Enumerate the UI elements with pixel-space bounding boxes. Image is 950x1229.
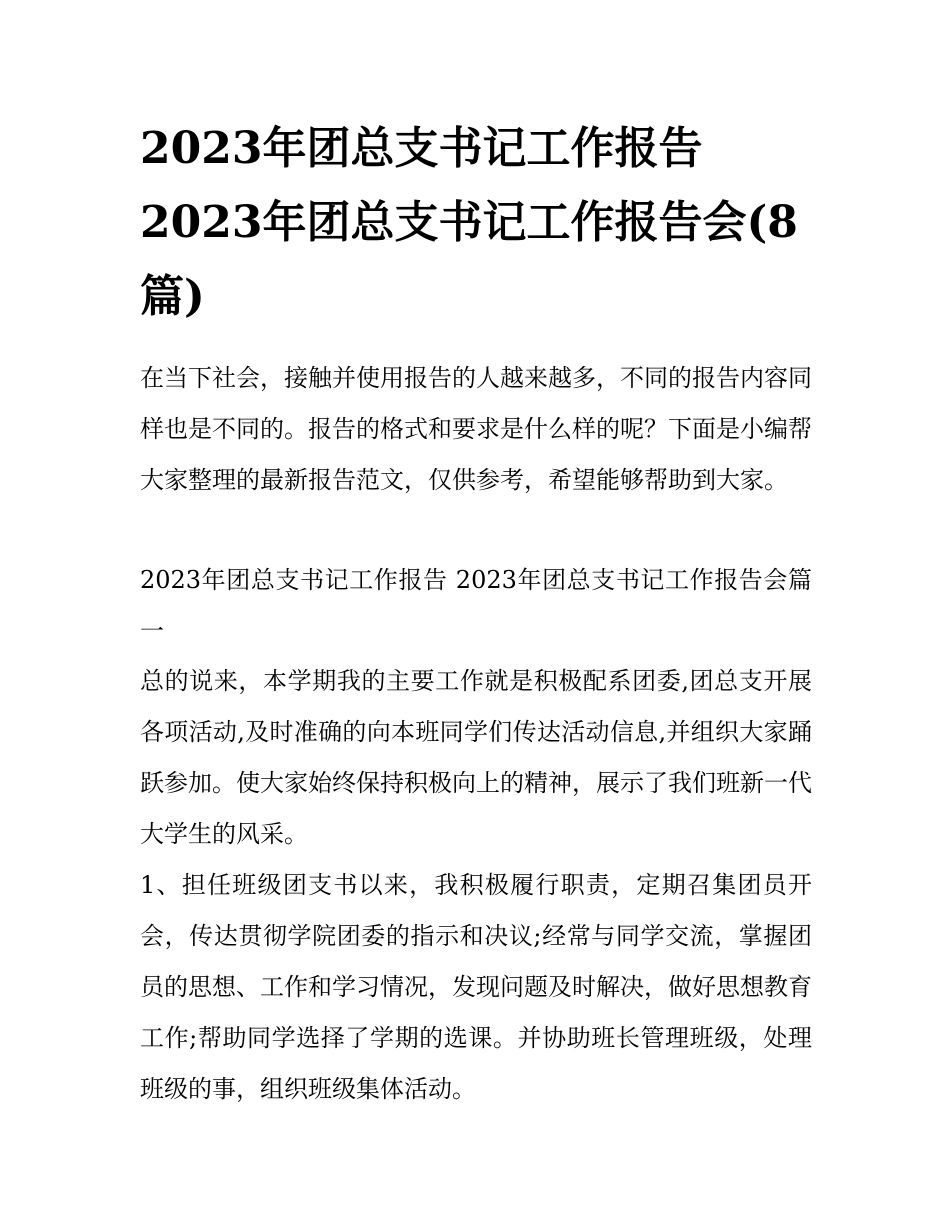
document-title: 2023年团总支书记工作报告 2023年团总支书记工作报告会(8篇) [140,123,798,322]
body-paragraph: 总的说来，本学期我的主要工作就是积极配系团委,团总支开展各项活动,及时准确的向本班同学们传达活动信息,并组织大家踊跃参加。使大家始终保持积极向上的精神，展示了我们班新一代大学生的风采。 [140,667,812,848]
intro-paragraph: 在当下社会，接触并使用报告的人越来越多，不同的报告内容同样也是不同的。报告的格式和要求是什么样的呢？下面是小编帮大家整理的最新报告范文，仅供参考，希望能够帮助到大家。 [140,364,812,494]
document-page [140,0,820,1229]
body-paragraph: 1、担任班级团支书以来，我积极履行职责，定期召集团员开会，传达贯彻学院团委的指示和决议;经常与同学交流，掌握团员的思想、工作和学习情况，发现问题及时解决，做好思想教育工作;帮助同学选择了学期的选课。并协助班长管理班级，处理班级的事，组织班级集体活动。 [140,871,812,1103]
section-heading-paragraph: 2023年团总支书记工作报告 2023年团总支书记工作报告会篇一 [140,566,812,645]
